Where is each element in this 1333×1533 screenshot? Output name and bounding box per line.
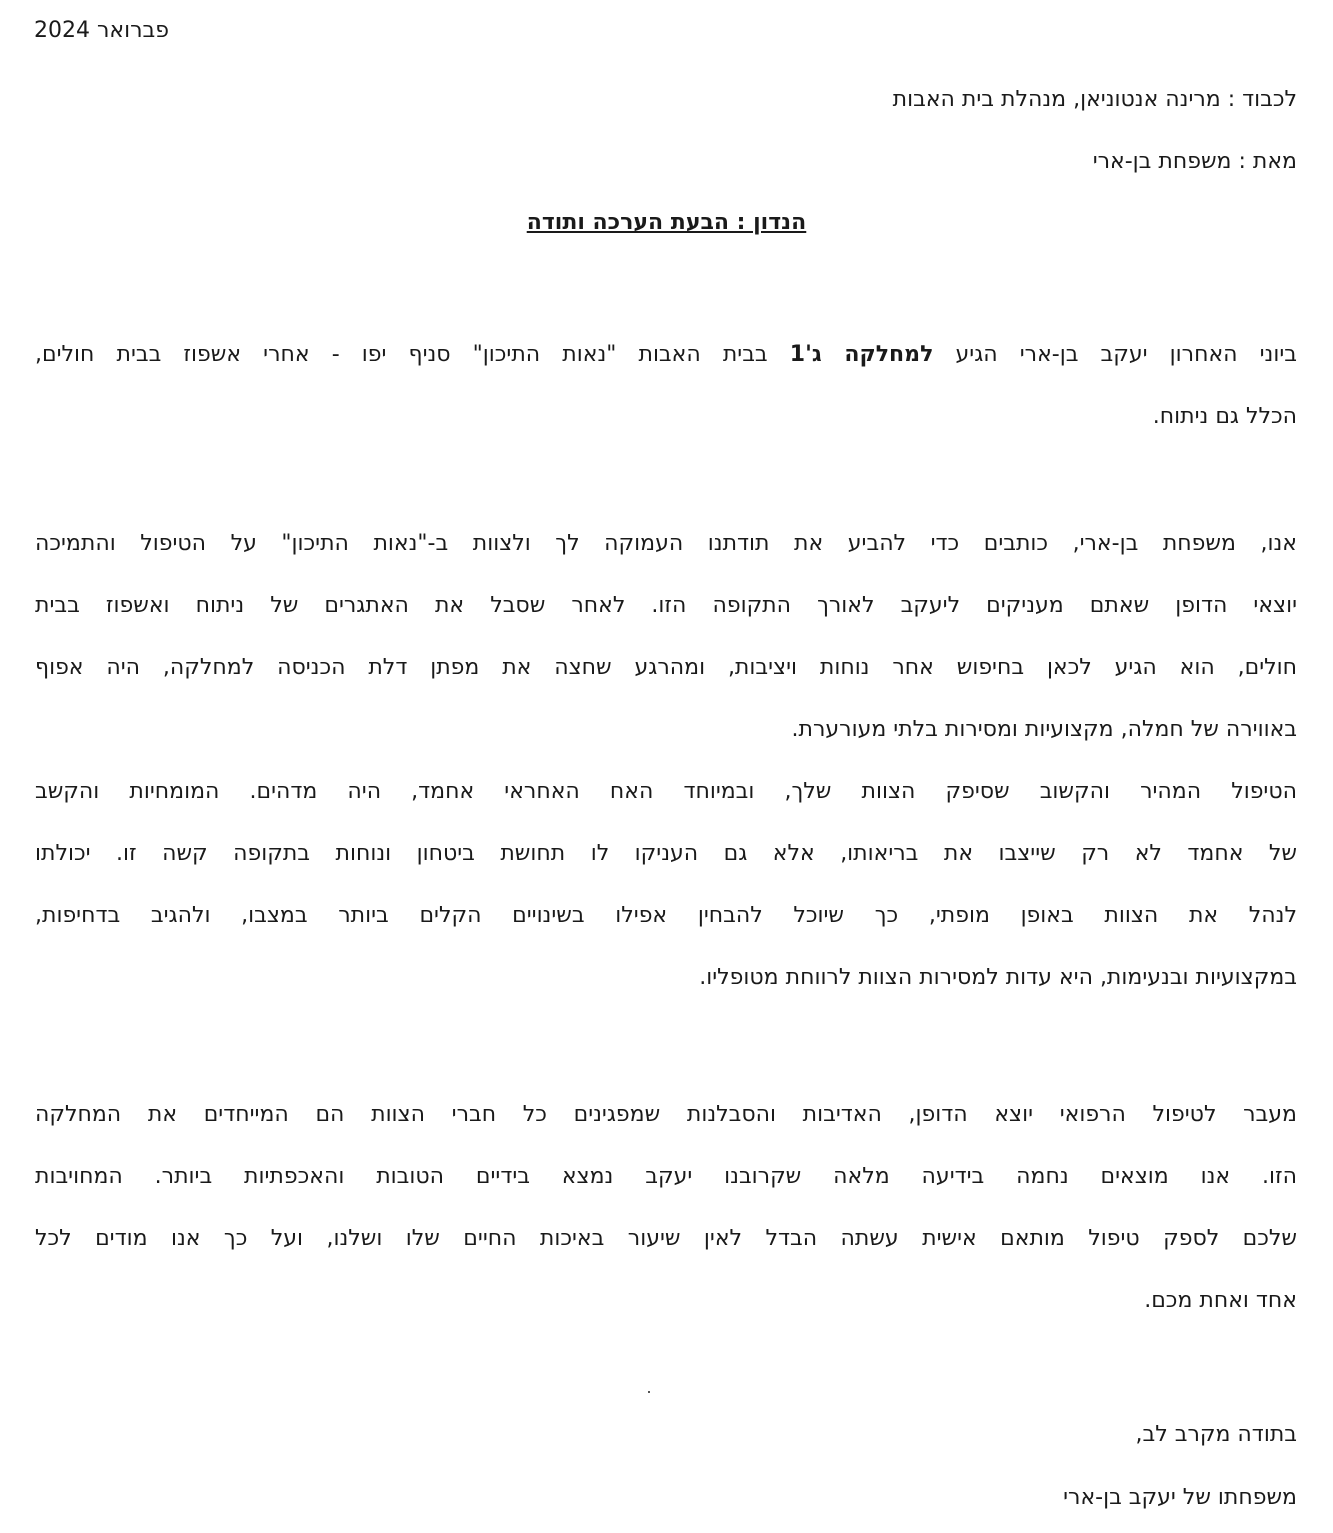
paragraph-intro: [35, 340, 1297, 464]
paragraph-thanks-line: הטיפול המהיר והקשוב שסיפק הצוות שלך, ובמיוחד האח האחראי אחמד, היה מדהים. המומחיות והקשב: [35, 779, 1297, 804]
paragraph-thanks-line: אנו, משפחת בן-ארי, כותבים כדי להביע את תודתנו העמוקה לך ולצוות ב-"נאות התיכון" על הטיפול והתמיכה: [35, 531, 1297, 556]
paragraph-staff: [35, 1100, 1297, 1348]
recipient-line: לכבוד : מרינה אנטוניאן, מנהלת בית האבות: [892, 87, 1297, 112]
scan-speck: [648, 1391, 650, 1393]
ward-name: למחלקה ג'1: [789, 342, 934, 367]
letter-date: פברואר 2024: [34, 18, 169, 43]
paragraph-staff-line: מעבר לטיפול הרפואי יוצא הדופן, האדיבות והסבלנות שמפגינים כל חברי הצוות הם המייחדים את המחלקה: [35, 1102, 1297, 1127]
paragraph-thanks: [35, 529, 1297, 1025]
paragraph-intro-line-2: הכלל גם ניתוח.: [1152, 404, 1297, 429]
paragraph-thanks-line: של אחמד לא רק שייצבו את בריאותו, אלא גם העניקו לו תחושת ביטחון ונוחות בתקופה קשה זו. יכולתו: [35, 841, 1297, 866]
paragraph-thanks-line: חולים, הוא הגיע לכאן בחיפוש אחר נוחות ויציבות, ומהרגע שחצה את מפתן דלת הכניסה למחלקה, היה אפוף: [35, 655, 1297, 680]
paragraph-thanks-line: באווירה של חמלה, מקצועיות ומסירות בלתי מעורערת.: [791, 717, 1297, 742]
paragraph-thanks-line: יוצאי הדופן שאתם מעניקים ליעקב לאורך התקופה הזו. לאחר שסבל את האתגרים של ניתוח ואשפוז בבית: [35, 593, 1297, 618]
paragraph-intro-line-1: ביוני האחרון יעקב בן-ארי הגיע למחלקה ג'1 בבית האבות "נאות התיכון" סניף יפו - אחרי אשפוז בבית חולים,: [35, 342, 1297, 367]
paragraph-staff-line: שלכם לספק טיפול מותאם אישית עשתה הבדל לאין שיעור באיכות החיים שלו ושלנו, ועל כך אנו מודים לכל: [35, 1226, 1297, 1251]
subject-line: הנדון : הבעת הערכה ותודה: [526, 210, 807, 235]
paragraph-thanks-line: במקצועיות ובנעימות, היא עדות למסירות הצוות לרווחת מטופליו.: [699, 965, 1297, 990]
paragraph-staff-line: אחד ואחת מכם.: [1144, 1288, 1297, 1313]
paragraph-staff-line: הזו. אנו מוצאים נחמה בידיעה מלאה שקרובנו יעקב נמצא בידיים הטובות והאכפתיות ביותר. המחויבות: [35, 1164, 1297, 1189]
closing-line: בתודה מקרב לב,: [1135, 1422, 1297, 1447]
signature-line: משפחתו של יעקב בן-ארי: [1063, 1485, 1297, 1510]
sender-line: מאת : משפחת בן-ארי: [1092, 149, 1297, 174]
paragraph-thanks-line: לנהל את הצוות באופן מופתי, כך שיוכל להבחין אפילו בשינויים הקלים ביותר במצבו, ולהגיב בדחיפות,: [35, 903, 1297, 928]
